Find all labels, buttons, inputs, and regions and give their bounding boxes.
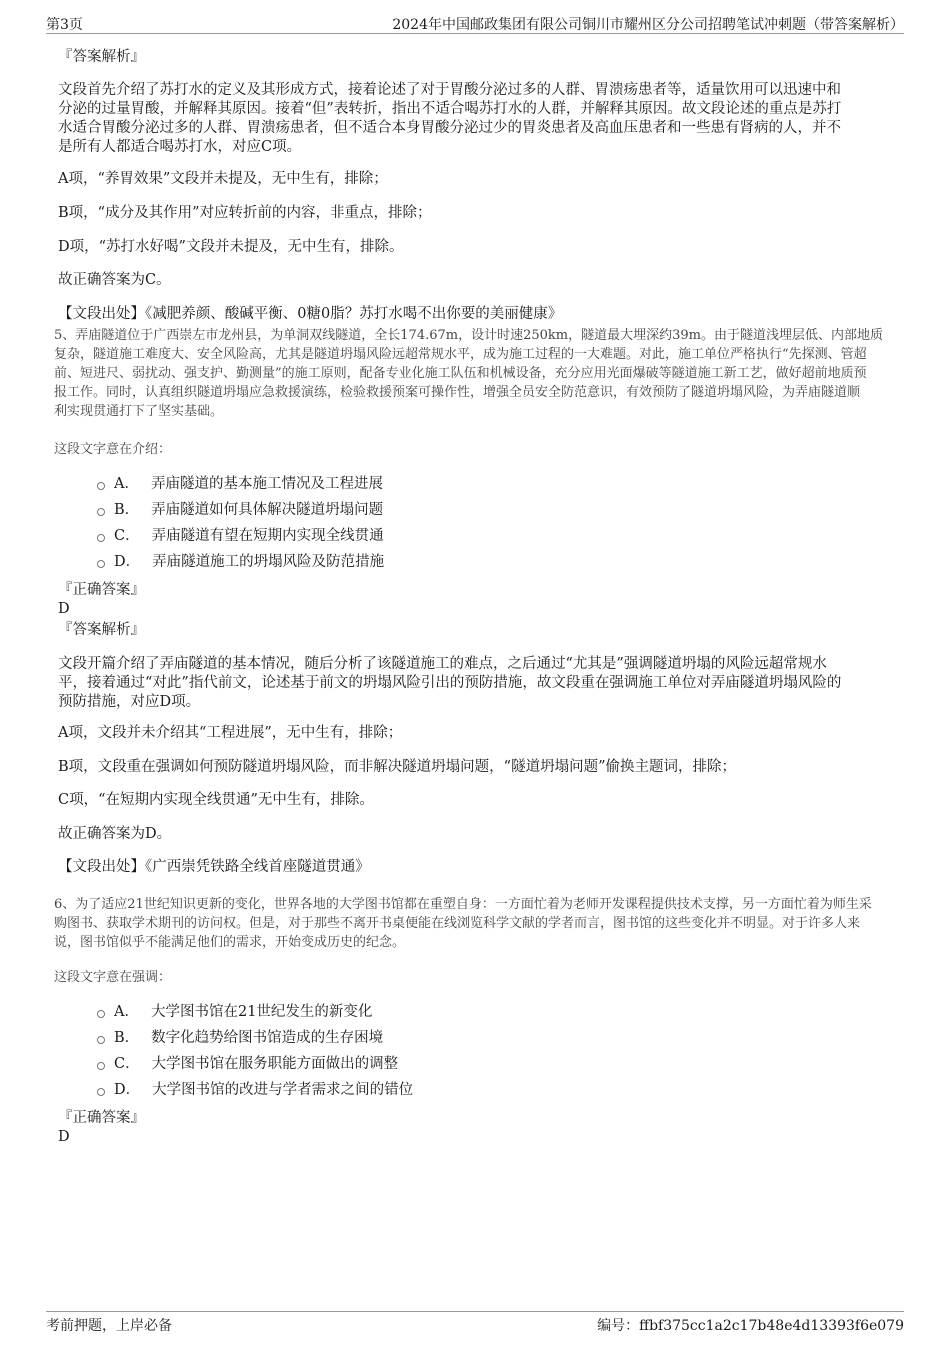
footer-divider <box>46 1311 904 1312</box>
q6-option-c[interactable]: C． 大学图书馆在服务职能方面做出的调整 <box>97 1055 398 1074</box>
q5-stem-line: 复杂，隧道施工难度大、安全风险高，尤其是隧道坍塌风险远超常规水平，成为施工过程的一大难题。对此，施工单位严格执行“先探测、管超 <box>54 347 867 362</box>
q5-option-a[interactable]: A． 弄庙隧道的基本施工情况及工程进展 <box>97 475 383 494</box>
q6-stem-line: 6、为了适应21世纪知识更新的变化，世界各地的大学图书馆都在重塑自身：一方面忙着为老师开发课程提供技术支撑，另一方面忙着为师生采 <box>54 897 872 912</box>
q5-stem-line: 利实现贯通打下了坚实基础。 <box>54 404 224 419</box>
radio-icon[interactable] <box>97 482 105 490</box>
q5-stem-line: 前、短进尺、弱扰动、强支护、勤测量”的施工原则，配备专业化施工队伍和机械设备，充分应用光面爆破等隧道施工新工艺，做好超前地质预 <box>54 366 867 381</box>
q4-analysis-line: 是所有人都适合喝苏打水，对应C项。 <box>58 139 302 155</box>
q4-analysis <box>58 81 841 157</box>
q4-analysis-label: 『答案解析』 <box>58 49 145 65</box>
q6-stem-line: 说，图书馆似乎不能满足他们的需求，开始变成历史的纪念。 <box>54 935 406 950</box>
radio-icon[interactable] <box>97 1088 105 1096</box>
page-number: 第3页 <box>46 17 83 33</box>
q5-option-d[interactable]: D． 弄庙隧道施工的坍塌风险及防范措施 <box>97 553 384 572</box>
q6-answer-label: 『正确答案』 <box>58 1110 145 1126</box>
q5-stem-line: 报工作。同时，认真组织隧道坍塌应急救援演练，检验救援预案可操作性，增强全员安全防范意识，有效预防了隧道坍塌风险，为弄庙隧道顺 <box>54 385 861 400</box>
radio-icon[interactable] <box>97 1062 105 1070</box>
q5-source: 【文段出处】《广西崇凭铁路全线首座隧道贯通》 <box>58 859 370 875</box>
q4-note-a: A项，“养胃效果”文段并未提及，无中生有，排除； <box>58 171 388 187</box>
radio-icon[interactable] <box>97 534 105 542</box>
radio-icon[interactable] <box>97 508 105 516</box>
q5-analysis-label: 『答案解析』 <box>58 622 145 638</box>
q5-analysis-line: 文段开篇介绍了弄庙隧道的基本情况，随后分析了该隧道施工的难点，之后通过“尤其是”强调隧道坍塌的风险远超常规水 <box>58 656 827 672</box>
radio-icon[interactable] <box>97 1010 105 1018</box>
q5-analysis <box>58 655 841 712</box>
q6-option-a[interactable]: A． 大学图书馆在21世纪发生的新变化 <box>97 1003 372 1022</box>
q5-note-a: A项，文段并未介绍其“工程进展”，无中生有，排除； <box>58 725 403 741</box>
q5-stem <box>54 326 883 421</box>
q6-stem-line: 购图书、获取学术期刊的访问权。但是，对于那些不离开书桌便能在线浏览科学文献的学者而言，图书馆的这些变化并不明显。对于许多人来 <box>54 916 861 931</box>
q5-stem-line: 5、弄庙隧道位于广西崇左市龙州县，为单洞双线隧道，全长174.67m，设计时速250km，隧道最大埋深约39m。由于隧道浅埋层低、内部地质 <box>54 328 883 343</box>
q4-analysis-line: 水适合胃酸分泌过多的人群、胃溃疡患者，但不适合本身胃酸分泌过少的胃炎患者及高血压患者和一些患有肾病的人，并不 <box>58 120 841 136</box>
q5-option-b[interactable]: B． 弄庙隧道如何具体解决隧道坍塌问题 <box>97 501 383 520</box>
q5-analysis-line: 预防措施，对应D项。 <box>58 694 201 710</box>
q5-prompt: 这段文字意在介绍： <box>54 442 172 457</box>
q4-note-b: B项，“成分及其作用”对应转折前的内容，非重点，排除； <box>58 205 432 221</box>
q5-conclusion: 故正确答案为D。 <box>58 826 172 842</box>
q5-option-c[interactable]: C． 弄庙隧道有望在短期内实现全线贯通 <box>97 527 384 546</box>
q5-answer-label: 『正确答案』 <box>58 582 145 598</box>
q6-option-d[interactable]: D． 大学图书馆的改进与学者需求之间的错位 <box>97 1081 413 1100</box>
q6-prompt: 这段文字意在强调： <box>54 970 172 985</box>
q6-stem <box>54 895 872 952</box>
header-divider <box>46 33 904 34</box>
q6-option-b[interactable]: B． 数字化趋势给图书馆造成的生存困境 <box>97 1029 383 1048</box>
document-id: 编号：ffbf375cc1a2c17b48e4d13393f6e079 <box>597 1318 904 1334</box>
q4-analysis-line: 分泌的过量胃酸，并解释其原因。接着“但”表转折，指出不适合喝苏打水的人群，并解释其原因。故文段论述的重点是苏打 <box>58 101 842 117</box>
q5-note-c: C项，“在短期内实现全线贯通”无中生有，排除。 <box>58 792 374 808</box>
q4-analysis-line: 文段首先介绍了苏打水的定义及其形成方式，接着论述了对于胃酸分泌过多的人群、胃溃疡患者等，适量饮用可以迅速中和 <box>58 82 841 98</box>
q4-note-d: D项，“苏打水好喝”文段并未提及，无中生有，排除。 <box>58 239 404 255</box>
q4-source: 【文段出处】《减肥养颜、酸碱平衡、0糖0脂？苏打水喝不出你要的美丽健康》 <box>58 306 563 322</box>
document-title: 2024年中国邮政集团有限公司铜川市耀州区分公司招聘笔试冲刺题（带答案解析） <box>392 17 904 33</box>
q5-analysis-line: 平，接着通过“对此”指代前文，论述基于前文的坍塌风险引出的预防措施，故文段重在强调施工单位对弄庙隧道坍塌风险的 <box>58 675 842 691</box>
q5-note-b: B项，文段重在强调如何预防隧道坍塌风险，而非解决隧道坍塌问题，“隧道坍塌问题”偷换主题词，排除； <box>58 759 736 775</box>
radio-icon[interactable] <box>97 1036 105 1044</box>
q5-answer: D <box>58 601 70 617</box>
q4-conclusion: 故正确答案为C。 <box>58 272 171 288</box>
q6-answer: D <box>58 1129 70 1145</box>
radio-icon[interactable] <box>97 560 105 568</box>
footer-slogan: 考前押题，上岸必备 <box>46 1318 172 1334</box>
